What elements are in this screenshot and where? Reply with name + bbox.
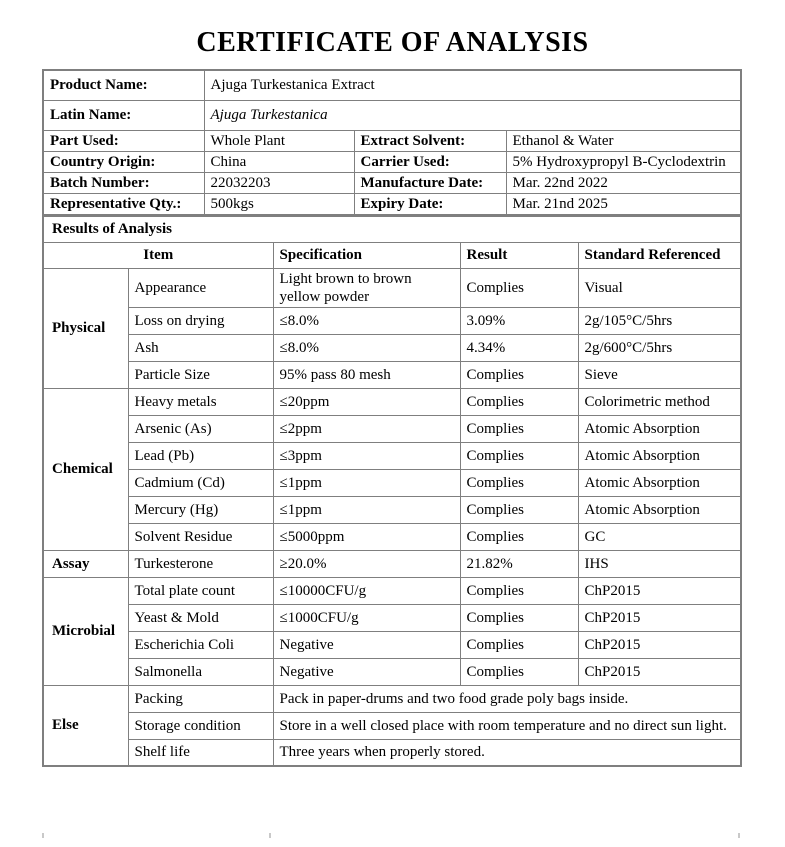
results-row [43,685,741,712]
spec-cell: ≤1ppm [273,496,460,523]
next-table-cutoff-marks [0,833,785,839]
info-value: Ethanol & Water [506,130,741,151]
cutoff-tick [269,833,271,838]
result-cell: Complies [460,496,578,523]
column-header-result: Result [460,242,578,268]
info-value: 500kgs [204,193,354,215]
result-cell: 3.09% [460,307,578,334]
info-label: Extract Solvent: [354,130,506,151]
item-cell: Storage condition [128,712,273,739]
item-cell: Cadmium (Cd) [128,469,273,496]
standard-cell: ChP2015 [578,631,741,658]
results-header-row [43,242,741,268]
group-label: Chemical [43,388,128,550]
item-cell: Solvent Residue [128,523,273,550]
group-label: Microbial [43,577,128,685]
group-label: Else [43,685,128,766]
item-cell: Shelf life [128,739,273,766]
standard-cell: ChP2015 [578,577,741,604]
page-title: CERTIFICATE OF ANALYSIS [196,27,589,58]
spec-cell: ≤20ppm [273,388,460,415]
info-label: Representative Qty.: [43,193,204,215]
group-label: Assay [43,550,128,577]
info-row [43,172,741,193]
info-value: Whole Plant [204,130,354,151]
info-row [43,100,741,130]
spec-cell: ≥20.0% [273,550,460,577]
column-header-standard: Standard Referenced [578,242,741,268]
column-header-item: Item [43,242,273,268]
results-row [43,496,741,523]
info-value: Ajuga Turkestanica Extract [204,70,741,100]
info-row [43,193,741,215]
results-row [43,307,741,334]
item-cell: Packing [128,685,273,712]
result-cell: Complies [460,388,578,415]
info-label: Country Origin: [43,151,204,172]
results-row [43,712,741,739]
standard-cell: Colorimetric method [578,388,741,415]
spec-cell: ≤8.0% [273,307,460,334]
results-row [43,631,741,658]
results-section-row [43,216,741,242]
spec-cell: Negative [273,658,460,685]
standard-cell: Atomic Absorption [578,415,741,442]
info-label: Batch Number: [43,172,204,193]
spec-cell: ≤3ppm [273,442,460,469]
info-value: Mar. 21nd 2025 [506,193,741,215]
item-cell: Appearance [128,268,273,307]
item-cell: Ash [128,334,273,361]
results-row [43,577,741,604]
standard-cell: Sieve [578,361,741,388]
standard-cell: ChP2015 [578,604,741,631]
results-row [43,361,741,388]
results-row [43,739,741,766]
spec-cell: ≤2ppm [273,415,460,442]
item-cell: Yeast & Mold [128,604,273,631]
info-value: Ajuga Turkestanica [204,100,741,130]
info-label: Carrier Used: [354,151,506,172]
results-row [43,415,741,442]
spec-cell: ≤10000CFU/g [273,577,460,604]
results-of-analysis-table [42,215,742,767]
standard-cell: Visual [578,268,741,307]
result-cell: Complies [460,442,578,469]
results-row [43,388,741,415]
info-row [43,151,741,172]
result-cell: 21.82% [460,550,578,577]
spec-cell: ≤5000ppm [273,523,460,550]
item-cell: Escherichia Coli [128,631,273,658]
info-value: Mar. 22nd 2022 [506,172,741,193]
result-cell: Complies [460,577,578,604]
item-cell: Lead (Pb) [128,442,273,469]
standard-cell: ChP2015 [578,658,741,685]
standard-cell: IHS [578,550,741,577]
info-value: 5% Hydroxypropyl B-Cyclodextrin [506,151,741,172]
result-cell: Complies [460,523,578,550]
standard-cell: 2g/105°C/5hrs [578,307,741,334]
info-row [43,70,741,100]
spec-cell: ≤1000CFU/g [273,604,460,631]
cutoff-tick [738,833,740,838]
results-section-title: Results of Analysis [43,216,741,242]
spec-cell: Negative [273,631,460,658]
item-cell: Mercury (Hg) [128,496,273,523]
product-info-table [42,69,742,216]
spec-cell: 95% pass 80 mesh [273,361,460,388]
item-cell: Turkesterone [128,550,273,577]
results-row [43,604,741,631]
results-row [43,550,741,577]
info-row [43,130,741,151]
item-cell: Arsenic (As) [128,415,273,442]
info-value: 22032203 [204,172,354,193]
result-cell: Complies [460,415,578,442]
results-row [43,334,741,361]
standard-cell: Atomic Absorption [578,496,741,523]
text-cell: Pack in paper-drums and two food grade poly bags inside. [273,685,741,712]
text-cell: Store in a well closed place with room temperature and no direct sun light. [273,712,741,739]
info-label: Expiry Date: [354,193,506,215]
standard-cell: GC [578,523,741,550]
standard-cell: Atomic Absorption [578,469,741,496]
info-label: Latin Name: [43,100,204,130]
standard-cell: Atomic Absorption [578,442,741,469]
results-row [43,442,741,469]
column-header-specification: Specification [273,242,460,268]
item-cell: Heavy metals [128,388,273,415]
text-cell: Three years when properly stored. [273,739,741,766]
result-cell: 4.34% [460,334,578,361]
info-label: Manufacture Date: [354,172,506,193]
results-row [43,658,741,685]
spec-cell: Light brown to brown yellow powder [273,268,460,307]
cutoff-tick [42,833,44,838]
spec-cell: ≤1ppm [273,469,460,496]
spec-cell: ≤8.0% [273,334,460,361]
results-row [43,523,741,550]
group-label: Physical [43,268,128,388]
info-label: Part Used: [43,130,204,151]
results-row [43,469,741,496]
item-cell: Loss on drying [128,307,273,334]
item-cell: Salmonella [128,658,273,685]
result-cell: Complies [460,658,578,685]
item-cell: Particle Size [128,361,273,388]
info-label: Product Name: [43,70,204,100]
result-cell: Complies [460,268,578,307]
item-cell: Total plate count [128,577,273,604]
results-row [43,268,741,307]
standard-cell: 2g/600°C/5hrs [578,334,741,361]
result-cell: Complies [460,361,578,388]
result-cell: Complies [460,631,578,658]
result-cell: Complies [460,469,578,496]
result-cell: Complies [460,604,578,631]
info-value: China [204,151,354,172]
